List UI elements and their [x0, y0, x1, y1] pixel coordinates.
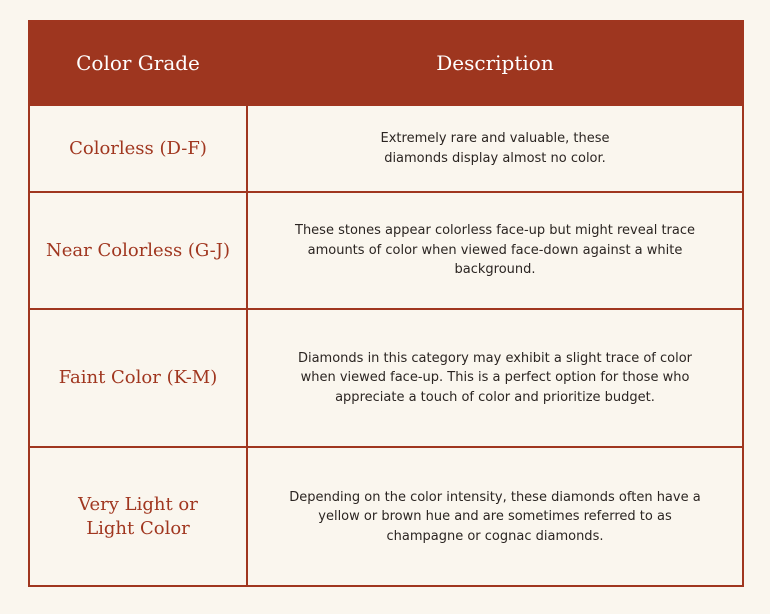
description-cell — [247, 309, 742, 447]
description-text: Depending on the color intensity, these diamonds often have a yellow or brown hue and are sometimes referred to as champagne or cognac diamonds. — [289, 489, 701, 544]
table-row — [30, 447, 742, 586]
grade-cell: Colorless (D-F) — [30, 105, 247, 192]
description-cell — [247, 105, 742, 192]
color-grade-table — [30, 22, 742, 586]
table-row — [30, 309, 742, 447]
grade-cell: Very Light or Light Color — [30, 447, 247, 586]
table-header-row — [30, 22, 742, 105]
grade-cell: Near Colorless (G-J) — [30, 192, 247, 309]
grade-cell: Faint Color (K-M) — [30, 309, 247, 447]
description-text: Extremely rare and valuable, these diamonds display almost no color. — [380, 131, 610, 166]
header-description: Description — [247, 22, 742, 105]
table-row — [30, 105, 742, 192]
description-text: These stones appear colorless face-up but might reveal trace amounts of color when viewed face-down against a white background. — [295, 223, 695, 278]
table-row — [30, 192, 742, 309]
diamond-color-grade-table — [28, 20, 744, 587]
header-color-grade: Color Grade — [30, 22, 247, 105]
description-text: Diamonds in this category may exhibit a slight trace of color when viewed face-up. This is a perfect option for those who appreciate a touch of color and prioritize budget. — [297, 350, 693, 405]
description-cell — [247, 447, 742, 586]
description-cell — [247, 192, 742, 309]
